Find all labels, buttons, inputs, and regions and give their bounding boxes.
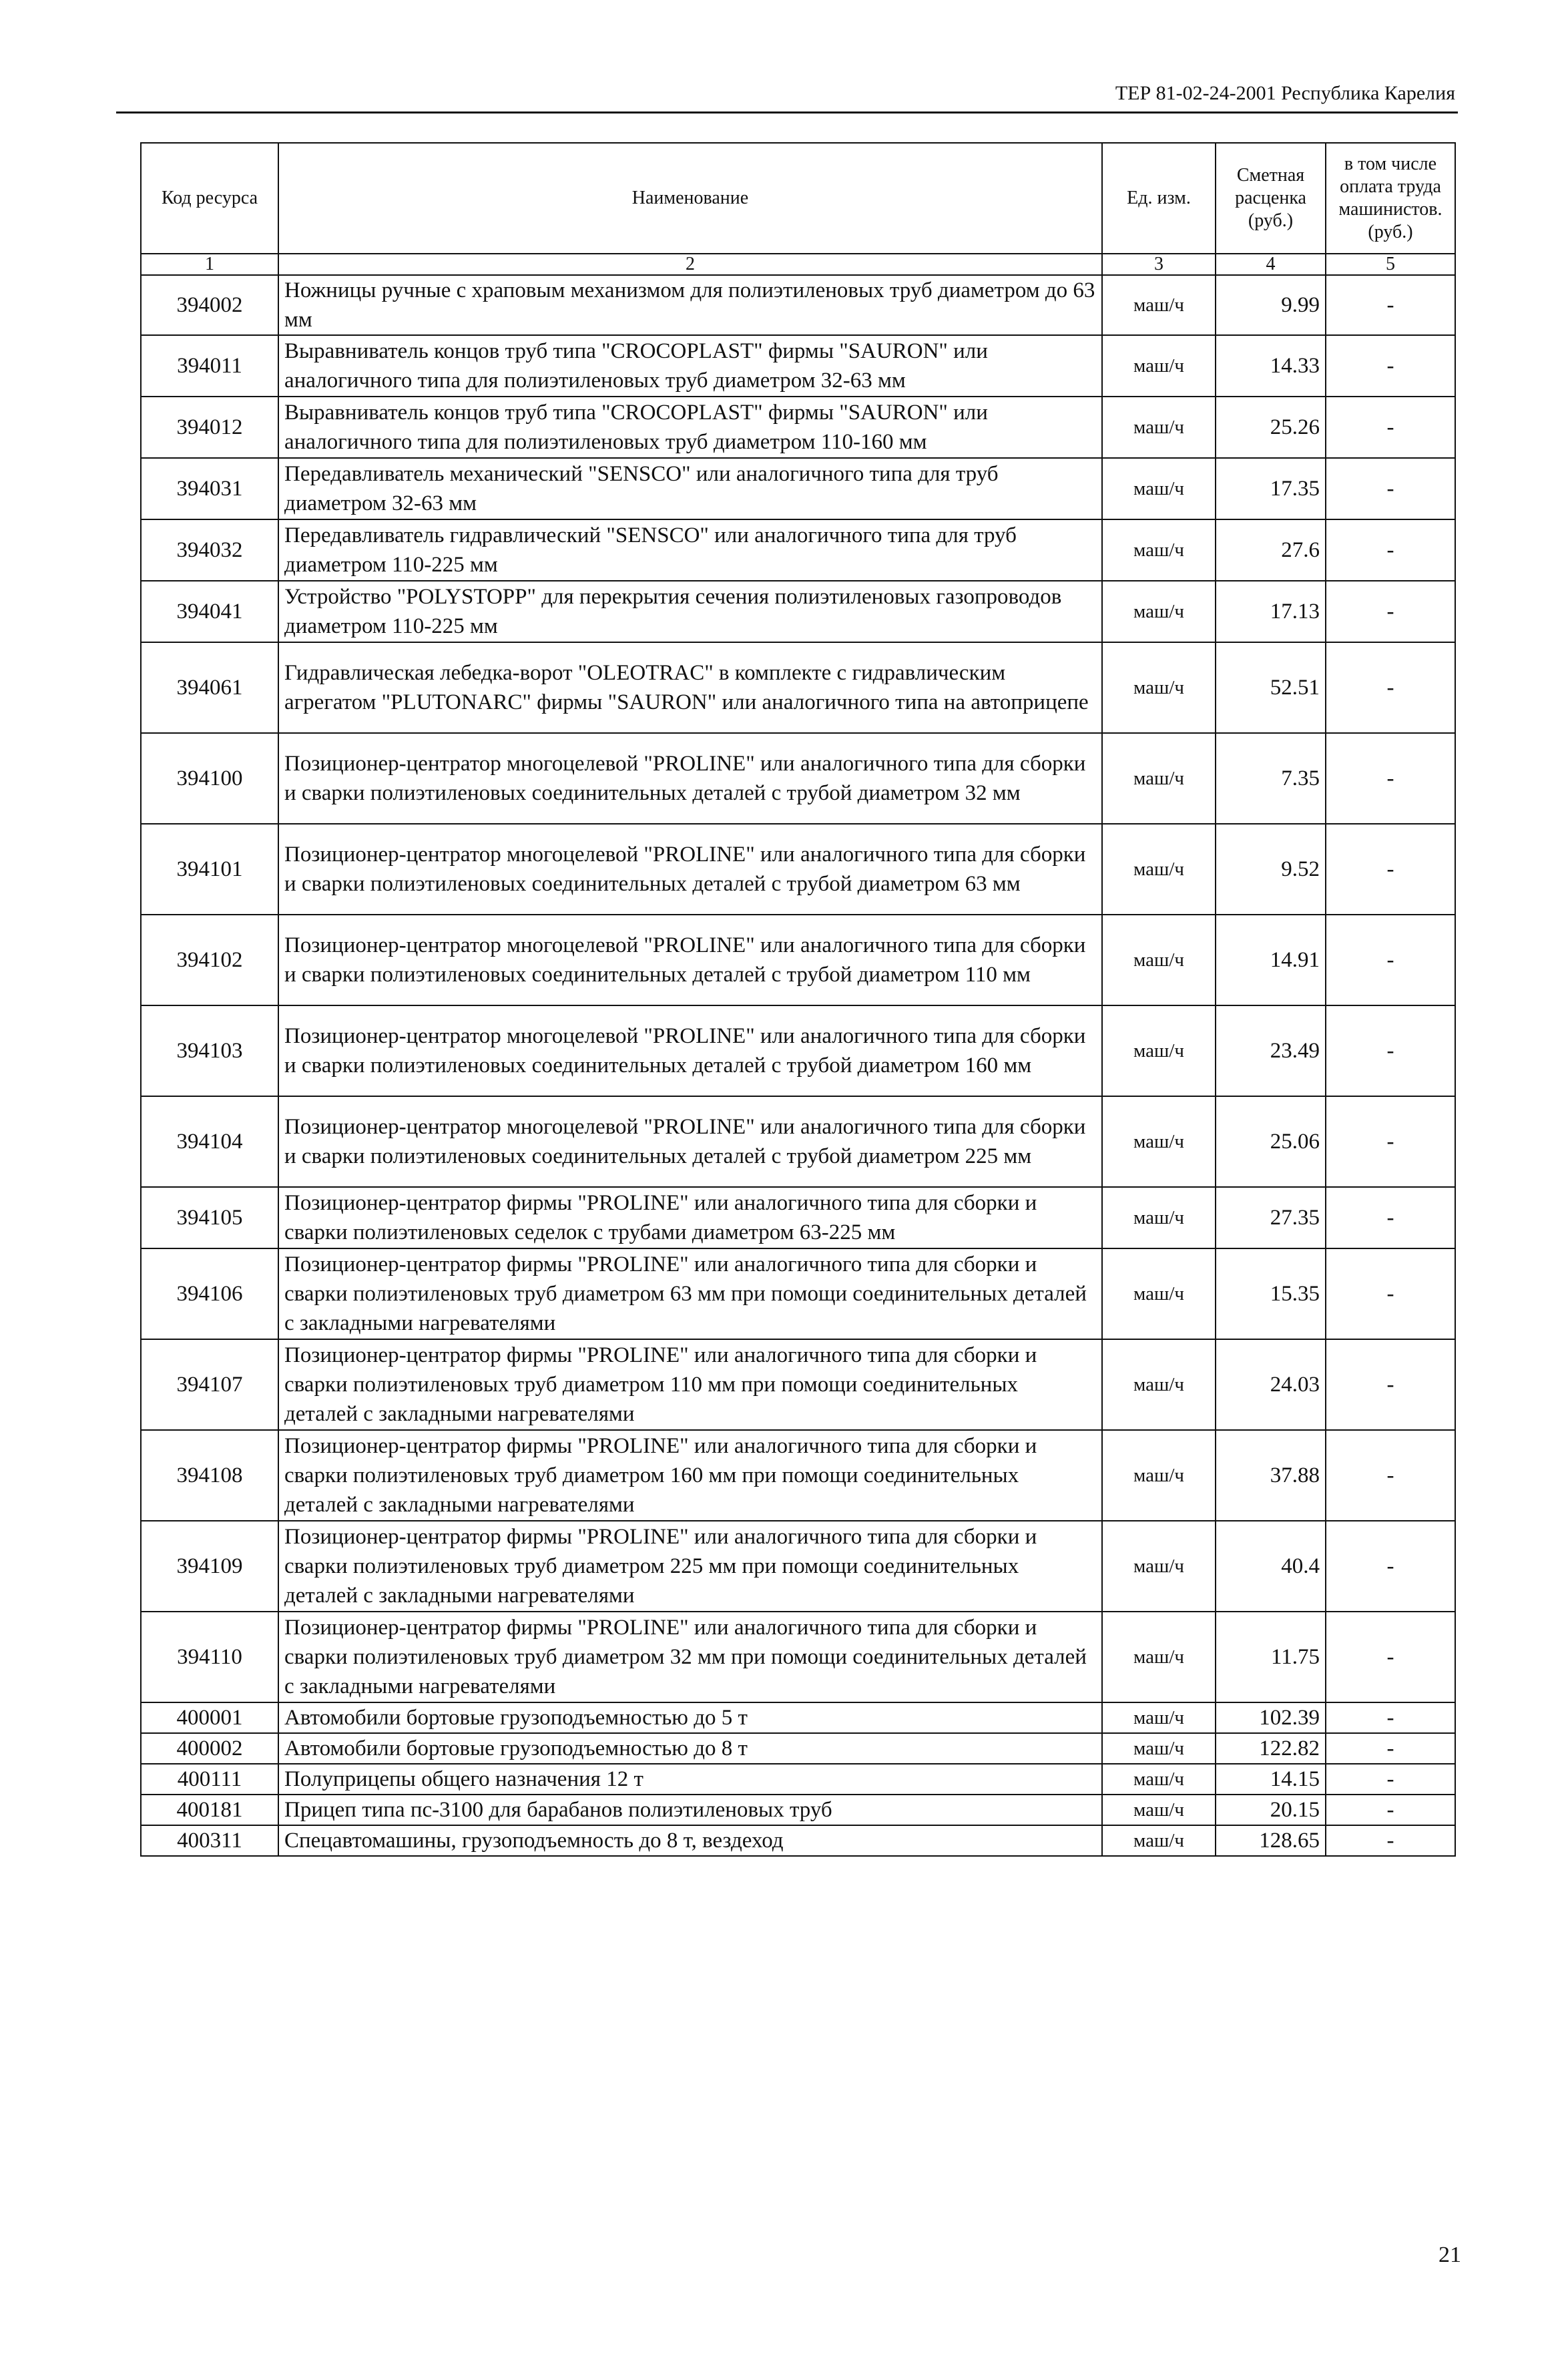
cell-price: 27.35: [1216, 1187, 1326, 1248]
cell-name: Позиционер-центратор фирмы "PROLINE" или аналогичного типа для сборки и сварки полиэтиленовых седелок с трубами диаметром 63-225 мм: [278, 1187, 1102, 1248]
cell-name: Прицеп типа пс-3100 для барабанов полиэтиленовых труб: [278, 1795, 1102, 1825]
cell-price: 27.6: [1216, 519, 1326, 581]
cell-price: 25.26: [1216, 397, 1326, 458]
cell-name: Выравниватель концов труб типа "CROCOPLAST" фирмы "SAURON" или аналогичного типа для полиэтиленовых труб диаметром 32-63 мм: [278, 335, 1102, 397]
table-row: [141, 1702, 1455, 1733]
cell-name: Гидравлическая лебедка-ворот "OLEOTRAC" в комплекте с гидравлическим агрегатом "PLUTONARC" фирмы "SAURON" или аналогичного типа на автоприцепе: [278, 642, 1102, 733]
table-row: [141, 642, 1455, 733]
cell-wage: -: [1326, 581, 1455, 642]
cell-price: 14.91: [1216, 915, 1326, 1005]
cell-wage: -: [1326, 519, 1455, 581]
cell-wage: -: [1326, 1339, 1455, 1430]
table-row: [141, 1248, 1455, 1339]
page-header: [116, 75, 1458, 113]
cell-wage: -: [1326, 458, 1455, 519]
cell-code: 394108: [141, 1430, 278, 1521]
table-row: [141, 1612, 1455, 1702]
cell-wage: -: [1326, 1096, 1455, 1187]
column-number: 2: [278, 254, 1102, 275]
cell-name: Устройство "POLYSTOPP" для перекрытия сечения полиэтиленовых газопроводов диаметром 110-225 мм: [278, 581, 1102, 642]
cell-name: Ножницы ручные с храповым механизмом для полиэтиленовых труб диаметром до 63 мм: [278, 275, 1102, 335]
cell-wage: -: [1326, 335, 1455, 397]
cell-code: 400001: [141, 1702, 278, 1733]
header-wage: в том числе оплата труда машинистов. (руб.): [1326, 143, 1455, 254]
cell-unit: маш/ч: [1102, 519, 1216, 581]
cell-price: 14.15: [1216, 1764, 1326, 1795]
cell-code: 394002: [141, 275, 278, 335]
cell-name: Выравниватель концов труб типа "CROCOPLAST" фирмы "SAURON" или аналогичного типа для полиэтиленовых труб диаметром 110-160 мм: [278, 397, 1102, 458]
column-number: 5: [1326, 254, 1455, 275]
cell-code: 394031: [141, 458, 278, 519]
column-number: 4: [1216, 254, 1326, 275]
cell-wage: -: [1326, 1187, 1455, 1248]
cell-name: Позиционер-центратор фирмы "PROLINE" или аналогичного типа для сборки и сварки полиэтиленовых труб диаметром 225 мм при помощи соединительных деталей с закладными нагревателями: [278, 1521, 1102, 1612]
cell-unit: маш/ч: [1102, 1795, 1216, 1825]
cell-unit: маш/ч: [1102, 733, 1216, 824]
table-row: [141, 915, 1455, 1005]
table-row: [141, 824, 1455, 915]
cell-code: 394106: [141, 1248, 278, 1339]
cell-unit: маш/ч: [1102, 1764, 1216, 1795]
cell-name: Автомобили бортовые грузоподъемностью до 8 т: [278, 1733, 1102, 1764]
cell-price: 14.33: [1216, 335, 1326, 397]
table-row: [141, 1005, 1455, 1096]
cell-code: 394102: [141, 915, 278, 1005]
cell-unit: маш/ч: [1102, 915, 1216, 1005]
cell-unit: маш/ч: [1102, 1187, 1216, 1248]
cell-unit: маш/ч: [1102, 642, 1216, 733]
cell-wage: -: [1326, 824, 1455, 915]
cell-wage: -: [1326, 275, 1455, 335]
table-row: [141, 1795, 1455, 1825]
cell-name: Позиционер-центратор фирмы "PROLINE" или аналогичного типа для сборки и сварки полиэтиленовых труб диаметром 160 мм при помощи соединительных деталей с закладными нагревателями: [278, 1430, 1102, 1521]
cell-name: Позиционер-центратор многоцелевой "PROLINE" или аналогичного типа для сборки и сварки полиэтиленовых соединительных деталей с трубой диаметром 225 мм: [278, 1096, 1102, 1187]
cell-unit: маш/ч: [1102, 1430, 1216, 1521]
cell-unit: маш/ч: [1102, 1825, 1216, 1856]
cell-price: 17.35: [1216, 458, 1326, 519]
cell-wage: -: [1326, 642, 1455, 733]
cell-price: 20.15: [1216, 1795, 1326, 1825]
cell-wage: -: [1326, 1005, 1455, 1096]
cell-wage: -: [1326, 1702, 1455, 1733]
cell-code: 394109: [141, 1521, 278, 1612]
header-code: Код ресурса: [141, 143, 278, 254]
cell-name: Позиционер-центратор фирмы "PROLINE" или аналогичного типа для сборки и сварки полиэтиленовых труб диаметром 110 мм при помощи соединительных деталей с закладными нагревателями: [278, 1339, 1102, 1430]
table-row: [141, 397, 1455, 458]
header-name: Наименование: [278, 143, 1102, 254]
cell-price: 9.52: [1216, 824, 1326, 915]
cell-code: 394012: [141, 397, 278, 458]
cell-unit: маш/ч: [1102, 1733, 1216, 1764]
cell-name: Полуприцепы общего назначения 12 т: [278, 1764, 1102, 1795]
cell-name: Позиционер-центратор фирмы "PROLINE" или аналогичного типа для сборки и сварки полиэтиленовых труб диаметром 63 мм при помощи соединительных деталей с закладными нагревателями: [278, 1248, 1102, 1339]
table-row: [141, 581, 1455, 642]
cell-name: Автомобили бортовые грузоподъемностью до 5 т: [278, 1702, 1102, 1733]
cell-code: 394105: [141, 1187, 278, 1248]
table-row: [141, 1521, 1455, 1612]
cell-unit: маш/ч: [1102, 335, 1216, 397]
cell-unit: маш/ч: [1102, 1521, 1216, 1612]
header-price: Сметная расценка (руб.): [1216, 143, 1326, 254]
column-number: 1: [141, 254, 278, 275]
cell-unit: маш/ч: [1102, 581, 1216, 642]
cell-wage: -: [1326, 1795, 1455, 1825]
table-header-row: [141, 143, 1455, 254]
table-row: [141, 1764, 1455, 1795]
cell-unit: маш/ч: [1102, 1248, 1216, 1339]
cell-price: 15.35: [1216, 1248, 1326, 1339]
table-body: [141, 275, 1455, 1856]
cell-unit: маш/ч: [1102, 1005, 1216, 1096]
cell-wage: -: [1326, 1430, 1455, 1521]
cell-price: 122.82: [1216, 1733, 1326, 1764]
table-row: [141, 1733, 1455, 1764]
cell-price: 11.75: [1216, 1612, 1326, 1702]
cell-wage: -: [1326, 733, 1455, 824]
cell-unit: маш/ч: [1102, 458, 1216, 519]
cell-price: 9.99: [1216, 275, 1326, 335]
document-reference: ТЕР 81-02-24-2001 Республика Карелия: [1115, 82, 1455, 104]
cell-unit: маш/ч: [1102, 275, 1216, 335]
cell-unit: маш/ч: [1102, 397, 1216, 458]
table-row: [141, 275, 1455, 335]
cell-code: 394100: [141, 733, 278, 824]
cell-wage: -: [1326, 1248, 1455, 1339]
cell-code: 394103: [141, 1005, 278, 1096]
cell-price: 52.51: [1216, 642, 1326, 733]
table-row: [141, 1339, 1455, 1430]
cell-name: Позиционер-центратор многоцелевой "PROLINE" или аналогичного типа для сборки и сварки полиэтиленовых соединительных деталей с трубой диаметром 63 мм: [278, 824, 1102, 915]
resource-rates-table: [140, 142, 1456, 1857]
cell-unit: маш/ч: [1102, 1702, 1216, 1733]
table-row: [141, 1825, 1455, 1856]
cell-code: 400311: [141, 1825, 278, 1856]
header-unit: Ед. изм.: [1102, 143, 1216, 254]
cell-unit: маш/ч: [1102, 1096, 1216, 1187]
table-row: [141, 1187, 1455, 1248]
cell-price: 7.35: [1216, 733, 1326, 824]
table-row: [141, 458, 1455, 519]
cell-code: 400181: [141, 1795, 278, 1825]
table-row: [141, 733, 1455, 824]
cell-code: 394104: [141, 1096, 278, 1187]
cell-name: Позиционер-центратор многоцелевой "PROLINE" или аналогичного типа для сборки и сварки полиэтиленовых соединительных деталей с трубой диаметром 110 мм: [278, 915, 1102, 1005]
cell-price: 102.39: [1216, 1702, 1326, 1733]
cell-wage: -: [1326, 397, 1455, 458]
cell-unit: маш/ч: [1102, 1612, 1216, 1702]
cell-name: Передавливатель гидравлический "SENSCO" или аналогичного типа для труб диаметром 110-225 мм: [278, 519, 1102, 581]
cell-code: 394032: [141, 519, 278, 581]
column-number: 3: [1102, 254, 1216, 275]
cell-code: 394110: [141, 1612, 278, 1702]
table-row: [141, 1430, 1455, 1521]
cell-wage: -: [1326, 1825, 1455, 1856]
cell-name: Передавливатель механический "SENSCO" или аналогичного типа для труб диаметром 32-63 мм: [278, 458, 1102, 519]
cell-price: 25.06: [1216, 1096, 1326, 1187]
page-number: 21: [1439, 2243, 1461, 2267]
cell-code: 394011: [141, 335, 278, 397]
cell-name: Спецавтомашины, грузоподъемность до 8 т, вездеход: [278, 1825, 1102, 1856]
cell-wage: -: [1326, 1521, 1455, 1612]
cell-wage: -: [1326, 1612, 1455, 1702]
cell-name: Позиционер-центратор многоцелевой "PROLINE" или аналогичного типа для сборки и сварки полиэтиленовых соединительных деталей с трубой диаметром 160 мм: [278, 1005, 1102, 1096]
cell-price: 23.49: [1216, 1005, 1326, 1096]
table-row: [141, 335, 1455, 397]
cell-price: 128.65: [1216, 1825, 1326, 1856]
cell-code: 400002: [141, 1733, 278, 1764]
cell-code: 394107: [141, 1339, 278, 1430]
cell-code: 394101: [141, 824, 278, 915]
cell-name: Позиционер-центратор многоцелевой "PROLINE" или аналогичного типа для сборки и сварки полиэтиленовых соединительных деталей с трубой диаметром 32 мм: [278, 733, 1102, 824]
cell-name: Позиционер-центратор фирмы "PROLINE" или аналогичного типа для сборки и сварки полиэтиленовых труб диаметром 32 мм при помощи соединительных деталей с закладными нагревателями: [278, 1612, 1102, 1702]
cell-code: 394041: [141, 581, 278, 642]
cell-wage: -: [1326, 1733, 1455, 1764]
column-number-row: [141, 254, 1455, 275]
cell-unit: маш/ч: [1102, 1339, 1216, 1430]
table-row: [141, 519, 1455, 581]
cell-wage: -: [1326, 1764, 1455, 1795]
cell-unit: маш/ч: [1102, 824, 1216, 915]
cell-price: 37.88: [1216, 1430, 1326, 1521]
cell-price: 17.13: [1216, 581, 1326, 642]
cell-code: 394061: [141, 642, 278, 733]
cell-code: 400111: [141, 1764, 278, 1795]
cell-price: 24.03: [1216, 1339, 1326, 1430]
table-row: [141, 1096, 1455, 1187]
cell-wage: -: [1326, 915, 1455, 1005]
cell-price: 40.4: [1216, 1521, 1326, 1612]
